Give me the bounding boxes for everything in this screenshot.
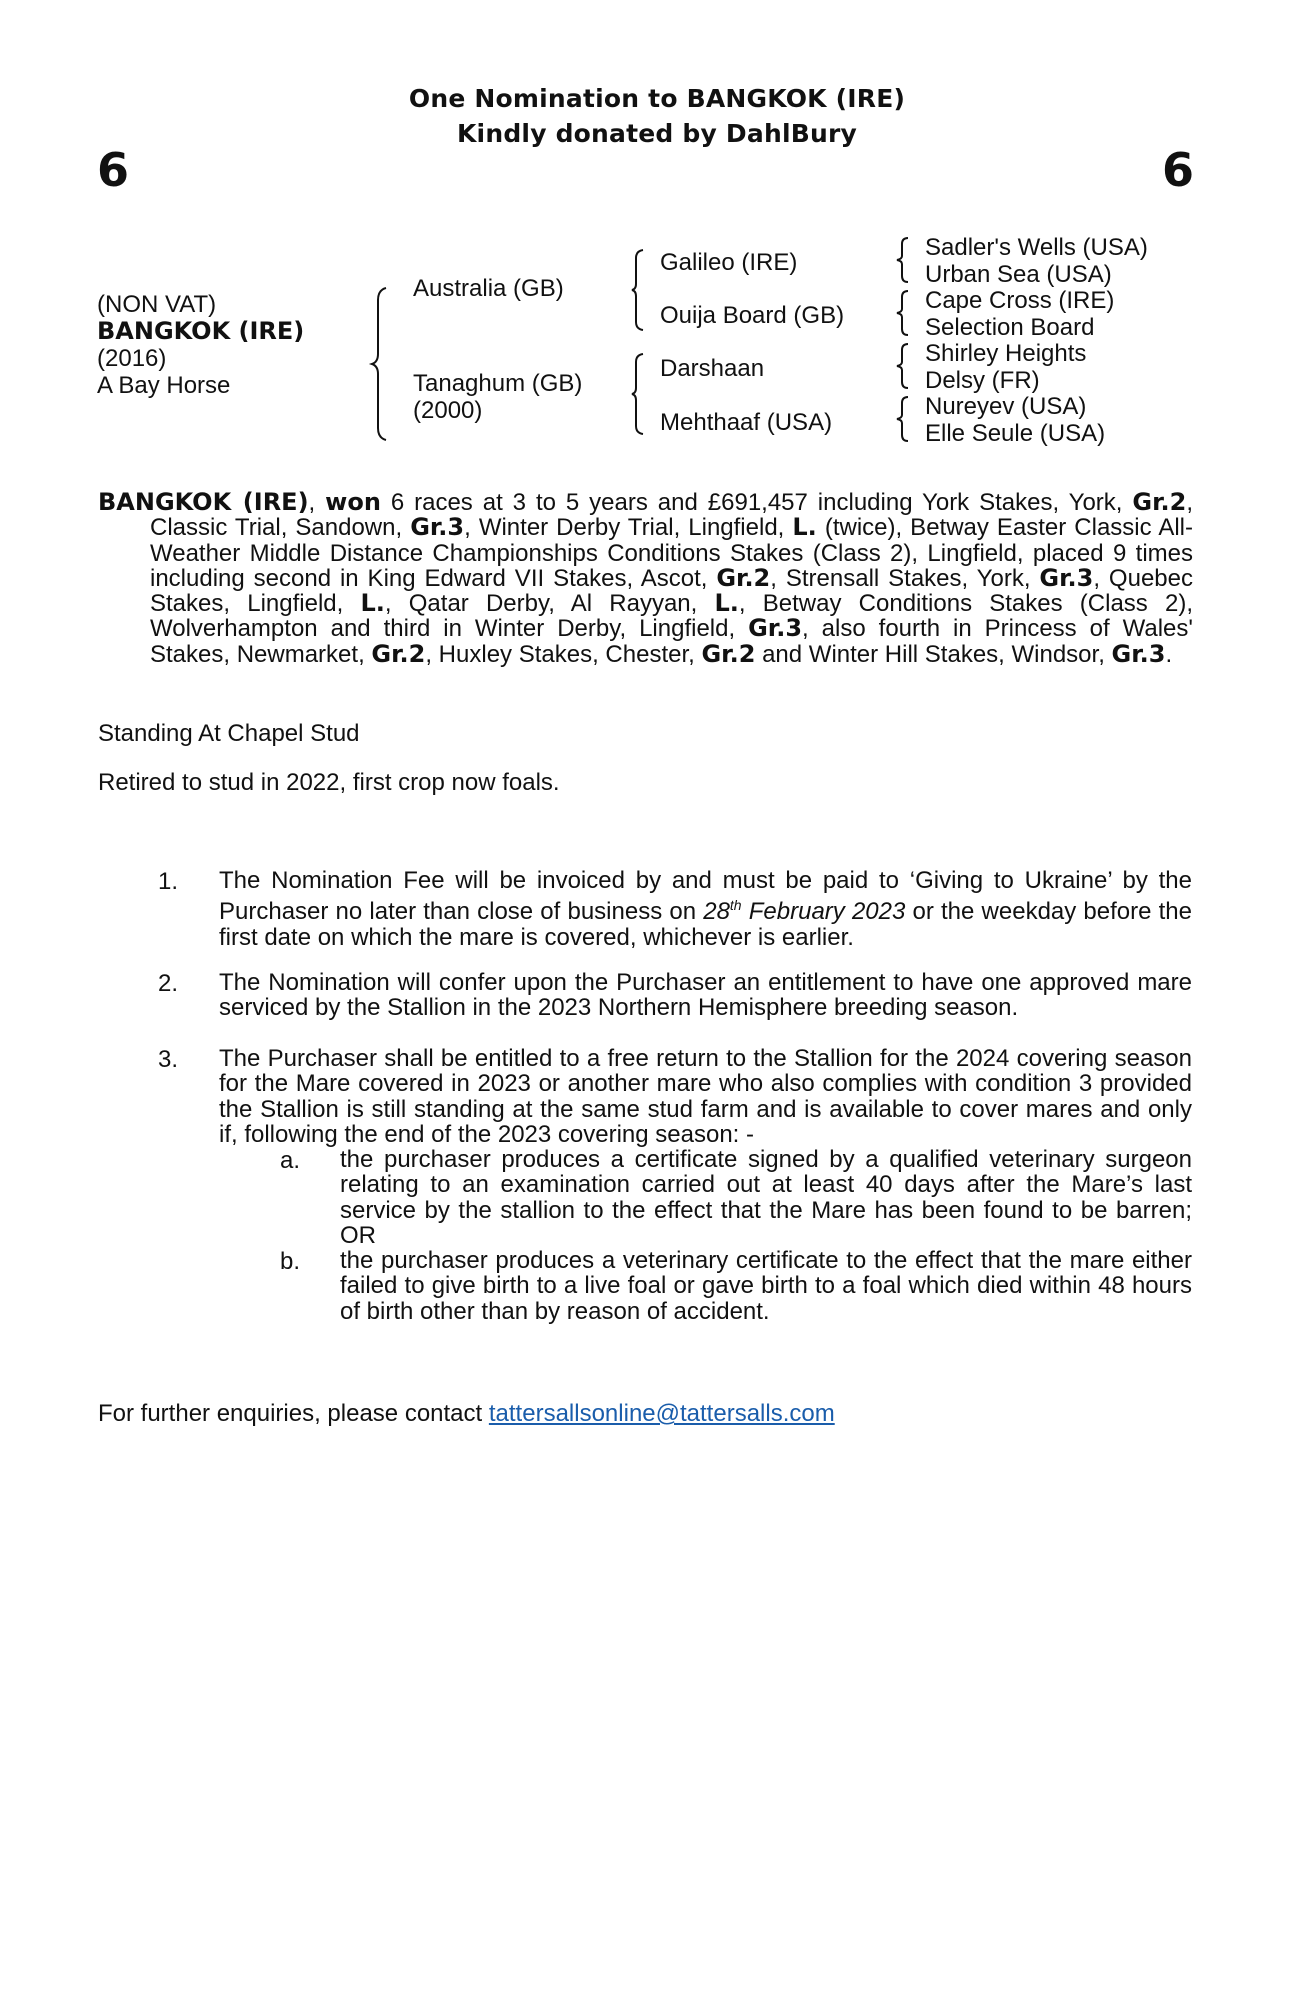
pedigree-dam xyxy=(413,370,582,424)
lot-number-left: 6 xyxy=(97,143,130,197)
grade-badge: L. xyxy=(714,589,739,618)
sub-condition-letter: b. xyxy=(280,1248,301,1275)
record-text: , Classic Trial, Sandown, xyxy=(150,489,1194,542)
dam-name: Tanaghum (GB) xyxy=(413,370,583,397)
pedigree-gen3-item: Elle Seule (USA) xyxy=(925,419,1106,447)
pedigree-brace-gen1 xyxy=(370,286,394,442)
grade-badge: Gr.3 xyxy=(748,614,803,643)
grade-badge: L. xyxy=(360,589,385,618)
pedigree-grandsire-maternal: Darshaan xyxy=(660,355,765,382)
pedigree-brace-g3-3 xyxy=(895,342,911,390)
condition-text: The Nomination Fee will be invoiced by and must be paid to ‘Giving to Ukraine’ by the Purchaser no later than close of business on xyxy=(219,867,1192,926)
pedigree-subject xyxy=(97,291,304,399)
record-text: and Winter Hill Stakes, Windsor, xyxy=(755,640,1112,668)
pedigree-brace-dam xyxy=(630,352,648,436)
date-day: 28 xyxy=(703,898,730,926)
condition-number: 2. xyxy=(158,970,179,997)
record-text: (twice), Betway Easter Classic All-Weather Middle Distance Championships Conditions Stakes (Class 2), Lingfield, placed 9 times including second in King Edward VII Stakes, Ascot, xyxy=(150,514,1194,592)
record-text: 6 races at 3 to 5 years and £691,457 including York Stakes, York, xyxy=(380,489,1133,516)
dam-year: (2000) xyxy=(413,397,483,424)
pedigree-gen3-item: Sadler's Wells (USA) xyxy=(925,234,1148,261)
condition-2: The Nomination will confer upon the Purchaser an entitlement to have one approved mare serviced by the Stallion in the 2023 Northern Hemisphere breeding season. xyxy=(219,969,1192,1022)
condition-1 xyxy=(219,868,1192,950)
vat-status: (NON VAT) xyxy=(97,291,217,318)
pedigree-brace-sire xyxy=(630,248,648,332)
condition-number: 1. xyxy=(158,868,179,895)
pedigree-gen3-item: Cape Cross (IRE) xyxy=(925,287,1115,314)
horse-name: BANGKOK (IRE) xyxy=(97,317,305,345)
record-text: , Huxley Stakes, Chester, xyxy=(425,640,702,668)
horse-year: (2016) xyxy=(97,345,167,372)
sub-condition-b: the purchaser produces a veterinary certificate to the effect that the mare either failed to give birth to a live foal or gave birth to a foal which died within 48 hours of birth other than by reason of accident. xyxy=(340,1247,1192,1325)
sub-condition-letter: a. xyxy=(280,1147,301,1174)
condition-3: The Purchaser shall be entitled to a free return to the Stallion for the 2024 covering season for the Mare covered in 2023 or another mare who also complies with condition 3 provided the Stallion is still standing at the same stud farm and is available to cover mares and only if, following the end of the 2023 covering season: - xyxy=(219,1045,1192,1148)
record-horse-name: BANGKOK (IRE) xyxy=(98,488,309,516)
pedigree-gen3-item: Urban Sea (USA) xyxy=(925,260,1112,288)
record-text: . xyxy=(1165,640,1173,668)
pedigree-gen3-item: Selection Board xyxy=(925,313,1095,341)
record-text: , Qatar Derby, Al Rayyan, xyxy=(384,590,715,618)
donor-subtitle: Kindly donated by DahlBury xyxy=(456,119,857,148)
lot-number-right: 6 xyxy=(1162,143,1195,197)
retired-note: Retired to stud in 2022, first crop now foals. xyxy=(98,769,560,796)
pedigree-gen3-list xyxy=(925,235,1148,447)
pedigree-brace-g3-4 xyxy=(895,395,911,443)
record-text: , Strensall Stakes, York, xyxy=(770,564,1040,592)
grade-badge: L. xyxy=(792,513,817,542)
record-text: , Quebec Stakes, Lingfield, xyxy=(150,564,1193,618)
pedigree-brace-g3-2 xyxy=(895,289,911,337)
record-text: , Betway Conditions Stakes (Class 2), Wolverhampton and third in Winter Derby, Lingfield, xyxy=(150,590,1194,643)
record-text: , Winter Derby Trial, Lingfield, xyxy=(464,514,793,542)
pedigree-granddam-paternal: Ouija Board (GB) xyxy=(660,302,845,329)
grade-badge: Gr.2 xyxy=(371,639,426,668)
condition-text: or the weekday before the first date on which the mare is covered, whichever is earlier. xyxy=(219,898,1192,951)
horse-description: A Bay Horse xyxy=(97,372,231,399)
grade-badge: Gr.3 xyxy=(1111,639,1166,668)
date-month-year: February 2023 xyxy=(741,898,906,926)
grade-badge: Gr.2 xyxy=(701,639,756,668)
pedigree-sire: Australia (GB) xyxy=(413,275,564,302)
pedigree-granddam-maternal: Mehthaaf (USA) xyxy=(660,409,833,436)
record-won: won xyxy=(325,488,381,516)
contact-text: For further enquiries, please contact xyxy=(98,1400,489,1427)
contact-email-link[interactable]: tattersallsonline@tattersalls.com xyxy=(488,1400,835,1427)
pedigree-gen3-item: Nureyev (USA) xyxy=(925,393,1087,420)
race-record: BANGKOK (IRE), won 6 races at 3 to 5 years and £691,457 including York Stakes, York, Gr.2, Classic Trial, Sandown, Gr.3, Winter Derby Trial, Lingfield, L. (twice), Betway Easter Classic All-Weather Middle Distance Championships Conditions Stakes (Class 2), Lingfield, placed 9 times including second in King Edward VII Stakes, Ascot, Gr.2, Strensall Stakes, York, Gr.3, Quebec Stakes, Lingfield, L., Qatar Derby, Al Rayyan, L., Betway Conditions Stakes (Class 2), Wolverhampton and third in Winter Derby, Lingfield, Gr.3, also fourth in Princess of Wales' Stakes, Newmarket, Gr.2, Huxley Stakes, Chester, Gr.2 and Winter Hill Stakes, Windsor, Gr.3. xyxy=(98,488,1194,668)
standing-at: Standing At Chapel Stud xyxy=(98,720,360,747)
grade-badge: Gr.2 xyxy=(1132,488,1187,516)
pedigree-gen3-item: Shirley Heights xyxy=(925,340,1087,367)
condition-number: 3. xyxy=(158,1046,179,1073)
sub-condition-a: the purchaser produces a certificate signed by a qualified veterinary surgeon relating to an examination carried out at least 40 days after the Mare’s last service by the stallion to the effect that the Mare has been found to be barren; OR xyxy=(340,1146,1192,1249)
grade-badge: Gr.3 xyxy=(1039,563,1094,592)
pedigree-gen3-item: Delsy (FR) xyxy=(925,366,1040,394)
pedigree-brace-g3-1 xyxy=(895,236,911,284)
document-title: One Nomination to BANGKOK (IRE) xyxy=(408,84,906,113)
grade-badge: Gr.2 xyxy=(716,563,771,592)
condition-deadline xyxy=(703,898,905,925)
date-suffix: th xyxy=(729,897,742,914)
record-text: , also fourth in Princess of Wales' Stakes, Newmarket, xyxy=(150,615,1193,668)
contact-line xyxy=(98,1400,835,1428)
grade-badge: Gr.3 xyxy=(410,513,465,542)
pedigree-grandsire-paternal: Galileo (IRE) xyxy=(660,249,798,276)
